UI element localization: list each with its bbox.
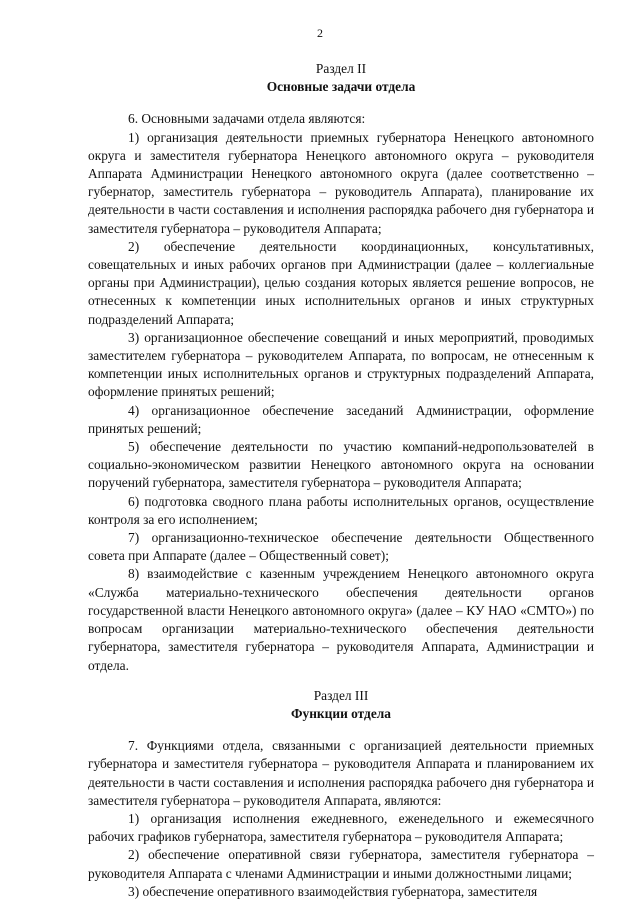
paragraph: 2) обеспечение деятельности координационных, консультативных, совещательных и иных рабочих органов при Администрации (далее – коллегиальные органы при Администрации), целью создания которых является решение вопросов, не отнесенных к компетенции иных исполнительных органов и иных структурных подразделений Аппарата; <box>88 238 594 327</box>
paragraph: 7. Функциями отдела, связанными с организацией деятельности приемных губернатора и заместителя губернатора – руководителя Аппарата и планированием их деятельности в части составления и исполнения распорядка рабочего дня губернатора и заместителя губернатора – руководителя Аппарата, являются: <box>88 738 594 808</box>
section-heading-2 <box>88 60 594 96</box>
paragraph: 1) организация деятельности приемных губернатора Ненецкого автономного округа и заместителя губернатора Ненецкого автономного округа – руководителя Аппарата Администрации Ненецкого автономного округа (далее соответственно – губернатор, заместитель губернатора – руководитель Аппарата), планирование их деятельности в части составления и исполнения распорядка рабочего дня губернатора и заместителя губернатора – руководителя Аппарата; <box>88 129 594 236</box>
section-body-3 <box>88 737 594 901</box>
paragraph: 4) организационное обеспечение заседаний Администрации, оформление принятых решений; <box>88 402 594 436</box>
paragraph: 5) обеспечение деятельности по участию компаний-недропользователей в социально-экономическом развитии Ненецкого автономного округа на основании поручений губернатора, заместителя губернатора – руководителя Аппарата; <box>88 439 594 491</box>
paragraph: 8) взаимодействие с казенным учреждением Ненецкого автономного округа «Служба материально-технического обеспечения деятельности органов государственной власти Ненецкого автономного округа» (далее – КУ НАО «СМТО») по вопросам организации материально-технического обеспечения деятельности губернатора, заместителя губернатора – руководителя Аппарата, Администрации и отдела. <box>88 566 594 673</box>
section-label: Раздел III <box>313 687 369 703</box>
paragraph: 3) организационное обеспечение совещаний и иных мероприятий, проводимых заместителем губернатора – руководителем Аппарата, по вопросам, не отнесенным к компетенции иных исполнительных органов и структурных подразделений Аппарата, оформление принятых решений; <box>88 329 594 400</box>
paragraph: 6) подготовка сводного плана работы исполнительных органов, осуществление контроля за его исполнением; <box>88 493 594 527</box>
page-content <box>88 60 594 901</box>
paragraph: 6. Основными задачами отдела являются: <box>128 111 366 127</box>
section-heading-3 <box>88 687 594 723</box>
paragraph: 7) организационно-техническое обеспечение деятельности Общественного совета при Аппарате (далее – Общественный совет); <box>88 530 594 564</box>
page-number: 2 <box>317 26 323 40</box>
section-title: Функции отдела <box>291 705 391 721</box>
section-title: Основные задачи отдела <box>266 79 416 95</box>
paragraph: 1) организация исполнения ежедневного, еженедельного и ежемесячного рабочих графиков губернатора, заместителя губернатора – руководителя Аппарата; <box>88 810 594 845</box>
paragraph: 3) обеспечение оперативного взаимодействия губернатора, заместителя <box>128 883 538 899</box>
paragraph: 2) обеспечение оперативной связи губернатора, заместителя губернатора – руководителя Аппарата с членами Администрации и иными должностными лицами; <box>88 847 594 881</box>
section-body-2 <box>88 110 594 674</box>
section-label: Раздел II <box>315 61 367 76</box>
